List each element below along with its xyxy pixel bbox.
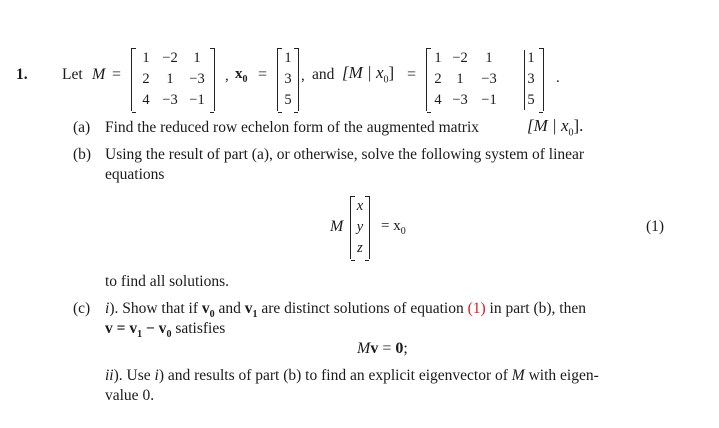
matrix-cell: 1 [527,50,535,66]
matrix-cell: −3 [162,92,178,108]
part-c-ii-line2: value 0. [105,387,155,404]
equals-sign: = [112,66,122,83]
vector-cell: 1 [284,50,292,66]
part-a-math: [M | $x_0$]. [527,116,584,139]
vector-cell: 3 [284,71,292,87]
let-text: Let [62,66,83,83]
part-b-after: to find all solutions. [105,273,229,290]
matrix-cell: 1 [434,50,442,66]
vector-cell: y [356,219,364,235]
vector-cell: 5 [284,92,292,108]
part-b-label: (b) [73,146,92,163]
augment-divider [524,50,525,110]
matrix-M [131,48,215,111]
part-c-centered-equation: Mv = 0; [357,340,408,357]
x0-symbol: $x_0$ [235,66,248,85]
matrix-cell: 1 [456,71,464,87]
matrix-cell: 2 [142,71,150,87]
part-c-line2: $v = v_1 - v_0$ satisfies [105,320,226,341]
part-b-line2: equations [105,166,165,183]
problem-number: 1. [16,66,28,83]
equation-reference-link[interactable]: (1) [467,300,486,317]
part-a-label: (a) [73,119,91,136]
part-c-label: (c) [73,300,91,317]
vector-cell: z [357,240,363,256]
matrix-cell: −3 [189,71,205,87]
matrix-cell: 1 [166,71,174,87]
matrix-cell: 1 [485,50,493,66]
matrix-cell: 4 [142,92,150,108]
augmented-matrix [426,48,544,111]
equals-sign: = [258,66,268,83]
matrix-cell: −1 [189,92,205,108]
equals-sign: = [407,66,417,83]
equation-vector [350,196,370,259]
equation-M: M [330,218,344,235]
matrix-cell: −2 [452,50,468,66]
matrix-cell: −1 [481,92,497,108]
matrix-cell: 4 [434,92,442,108]
augmented-matrix-label: [M | $x_0$] [342,63,395,86]
matrix-cell: 1 [142,50,150,66]
part-a-text: Find the reduced row echelon form of the augmented matrix [105,119,480,136]
matrix-cell: −3 [452,92,468,108]
matrix-M-symbol: M [92,66,106,83]
matrix-cell: 3 [527,71,535,87]
matrix-cell: 5 [527,92,535,108]
equation-rhs: = $x_0$ [381,218,406,237]
comma: , [301,68,305,84]
matrix-cell: −3 [481,71,497,87]
matrix-cell: 2 [434,71,442,87]
and-text: and [312,66,335,83]
part-c-line1: i). Show that if $v_0$ and $v_1$ are distinct solutions of equation (1) in part (b), then [105,300,586,321]
part-c-ii-line1: ii). Use i) and results of part (b) to find an explicit eigenvector of M with eigen- [105,367,599,384]
vector-cell: x [356,198,364,214]
comma: , [225,68,229,84]
matrix-cell: −2 [162,50,178,66]
matrix-cell: 1 [193,50,201,66]
part-b-line1: Using the result of part (a), or otherwise, solve the following system of linear [105,146,585,163]
equation-number: (1) [646,218,665,235]
period: . [556,70,560,86]
vector-x0 [277,48,299,111]
